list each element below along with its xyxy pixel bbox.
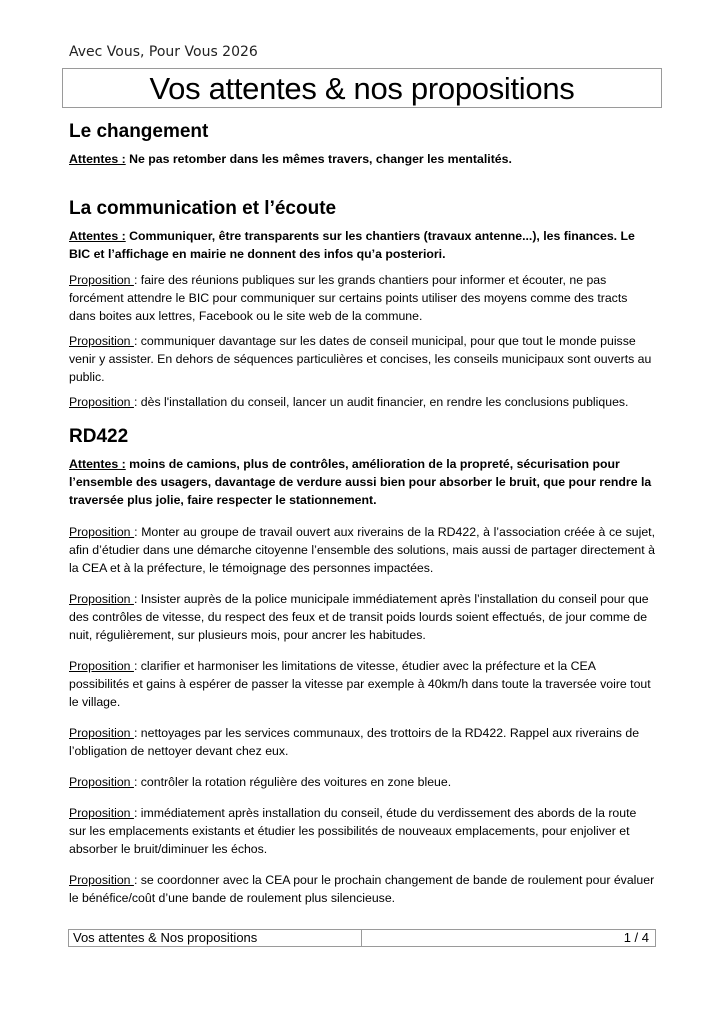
proposition-paragraph <box>69 804 655 858</box>
proposition-colon: : <box>133 726 141 740</box>
page-footer <box>68 929 656 947</box>
proposition-paragraph <box>69 523 655 577</box>
page-number: 1 / 4 <box>623 930 649 945</box>
proposition-colon: : <box>133 334 141 348</box>
proposition-paragraph <box>69 332 655 386</box>
propositions-list <box>69 523 655 907</box>
section-heading: La communication et l’écoute <box>69 198 337 219</box>
proposition-label: Proposition <box>69 334 134 348</box>
proposition-text: clarifier et harmoniser les limitations de vitesse, étudier avec la préfecture et la CEA possibilités et gains à espérer de passer la vitesse par exemple à 40km/h dans toute la traversée voire tout le village. <box>69 659 651 709</box>
proposition-paragraph <box>69 773 655 791</box>
proposition-colon: : <box>133 592 141 606</box>
propositions-list <box>69 271 655 411</box>
proposition-text: nettoyages par les services communaux, des trottoirs de la RD422. Rappel aux riverains de l’obligation de nettoyer devant chez eux. <box>69 726 640 758</box>
attentes-text: Communiquer, être transparents sur les chantiers (travaux antenne...), les finances. Le BIC et l’affichage en mairie ne donnent des infos qu’a posteriori. <box>69 229 635 261</box>
proposition-label: Proposition <box>69 525 135 539</box>
running-header: Avec Vous, Pour Vous 2026 <box>69 44 258 60</box>
page-title: Vos attentes & nos propositions <box>149 70 575 106</box>
proposition-paragraph <box>69 724 655 760</box>
proposition-label: Proposition <box>69 659 134 673</box>
proposition-colon: : <box>133 873 141 887</box>
proposition-paragraph <box>69 590 655 644</box>
proposition-text: communiquer davantage sur les dates de conseil municipal, pour que tout le monde puisse venir y assister. En dehors de séquences particulières et concises, les conseils municipaux sont ouverts au public. <box>69 334 652 384</box>
section-rd422 <box>69 425 655 907</box>
section-heading: RD422 <box>69 426 129 447</box>
proposition-label: Proposition <box>69 806 134 820</box>
proposition-text: Monter au groupe de travail ouvert aux riverains de la RD422, à l’association créée à ce sujet, afin d’étudier dans une démarche citoyenne l’ensemble des solutions, mais aussi de partager directement à la CEA et à la préfecture, le témoignage des personnes impactées. <box>69 525 655 575</box>
proposition-paragraph <box>69 393 655 411</box>
proposition-paragraph <box>69 657 655 711</box>
proposition-text: se coordonner avec la CEA pour le prochain changement de bande de roulement pour évaluer le bénéfice/coût d’une bande de roulement plus silencieuse. <box>69 873 655 905</box>
proposition-label: Proposition <box>69 273 134 287</box>
proposition-colon: : <box>133 775 141 789</box>
proposition-paragraph <box>69 271 655 325</box>
proposition-text: Insister auprès de la police municipale immédiatement après l’installation du conseil pour que des contrôles de vitesse, du respect des feux et de transit poids lourds soient effectués, de jour comme de nuit, régulièrement, sur plusieurs mois, pour ancrer les habitudes. <box>69 592 649 642</box>
proposition-text: dès l'installation du conseil, lancer un audit financier, en rendre les conclusions publiques. <box>140 395 629 409</box>
proposition-label: Proposition <box>69 873 134 887</box>
attentes-label: Attentes : <box>69 457 126 471</box>
proposition-colon: : <box>133 395 141 409</box>
proposition-colon: : <box>133 273 141 287</box>
attentes-paragraph <box>69 455 655 509</box>
attentes-paragraph <box>69 227 655 263</box>
section-communication <box>69 197 655 411</box>
proposition-colon: : <box>133 659 141 673</box>
attentes-text: Ne pas retomber dans les mêmes travers, changer les mentalités. <box>129 152 512 166</box>
proposition-text: faire des réunions publiques sur les grands chantiers pour informer et écouter, ne pas forcément attendre le BIC pour communiquer sur certains points utiliser des moyens comme des tracts dans boites aux lettres, Facebook ou le site web de la commune. <box>69 273 628 323</box>
proposition-label: Proposition <box>69 775 134 789</box>
proposition-text: immédiatement après installation du conseil, étude du verdissement des abords de la route sur les emplacements existants et étudier les possibilités de nouveaux emplacements, pour enjoliver et absorber le bruit/diminuer les échos. <box>69 806 637 856</box>
proposition-label: Proposition <box>69 395 134 409</box>
attentes-label: Attentes : <box>69 229 126 243</box>
section-changement <box>69 120 655 168</box>
footer-title: Vos attentes & Nos propositions <box>69 930 362 946</box>
proposition-label: Proposition <box>69 726 134 740</box>
document-body <box>69 120 655 907</box>
proposition-colon: : <box>133 806 141 820</box>
section-heading: Le changement <box>69 121 209 142</box>
attentes-paragraph <box>69 150 655 168</box>
attentes-text: moins de camions, plus de contrôles, amélioration de la propreté, sécurisation pour l’ensemble des usagers, davantage de verdure aussi bien pour absorber le bruit, que pour rendre la traversée plus jolie, faire respecter le stationnement. <box>69 457 652 507</box>
proposition-colon: : <box>134 525 142 539</box>
proposition-paragraph <box>69 871 655 907</box>
title-box <box>62 68 662 108</box>
proposition-text: contrôler la rotation régulière des voitures en zone bleue. <box>140 775 452 789</box>
proposition-label: Proposition <box>69 592 134 606</box>
attentes-label: Attentes : <box>69 152 126 166</box>
